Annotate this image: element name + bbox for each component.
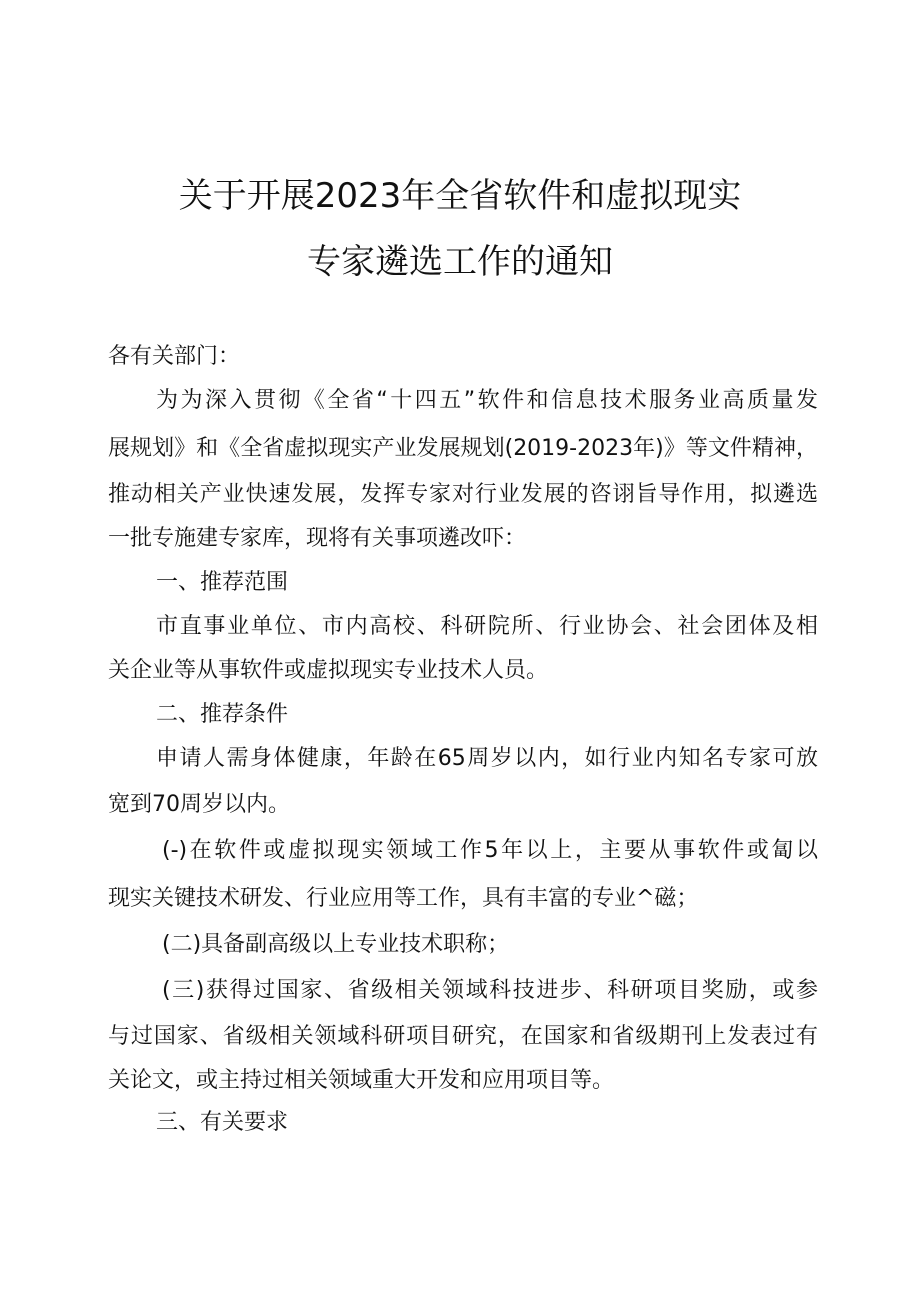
condition-2: (二)具备副高级以上专业技术职称； <box>162 932 510 957</box>
paragraph-scope-line-1: 市直事业单位、市内高校、科研院所、行业协会、社会团体及相 <box>156 614 818 639</box>
section-heading-1: 一、推荐范围 <box>156 570 289 595</box>
paragraph-conditions-line-1: 申请人需身体健康，年龄在65周岁以内，如行业内知名专家可放 <box>156 746 818 771</box>
salutation: 各有关部门： <box>108 344 241 369</box>
paragraph-intro-line-2: 展规划》和《全省虚拟现实产业发展规划(2019-2023年)》等文件精神， <box>108 436 818 461</box>
document-title-line-2: 专家遴选工作的通知 <box>307 242 613 282</box>
condition-3-line-3: 关论文，或主持过相关领域重大开发和应用项目等。 <box>108 1068 615 1093</box>
document-title-line-1: 关于开展2023年全省软件和虚拟现实 <box>178 176 742 216</box>
condition-1-line-1: (-)在软件或虚拟现实领域工作5年以上，主要从事软件或匐以 <box>162 838 818 863</box>
section-heading-3: 三、有关要求 <box>156 1110 289 1135</box>
condition-3-line-2: 与过国家、省级相关领域科研项目研究，在国家和省级期刊上发表过有 <box>108 1024 818 1049</box>
condition-3-line-1: (三)获得过国家、省级相关领域科技进步、科研项目奖励，或参 <box>162 978 818 1003</box>
section-heading-2: 二、推荐条件 <box>156 702 289 727</box>
paragraph-intro-line-3: 推动相关产业快速发展，发挥专家对行业发展的咨诩旨导作用，拟遴选 <box>108 482 818 507</box>
condition-1-line-2: 现实关键技术研发、行业应用等工作，具有丰富的专业^磁； <box>108 886 699 911</box>
paragraph-intro-line-1: 为为深入贯彻《全省“十四五”软件和信息技术服务业高质量发 <box>156 388 819 413</box>
paragraph-scope-line-2: 关企业等从事软件或虚拟现实专业技术人员。 <box>108 658 549 683</box>
paragraph-intro-line-4: 一批专施建专家库，现将有关事项遴改吓： <box>108 526 527 551</box>
paragraph-conditions-line-2: 宽到70周岁以内。 <box>108 792 290 817</box>
